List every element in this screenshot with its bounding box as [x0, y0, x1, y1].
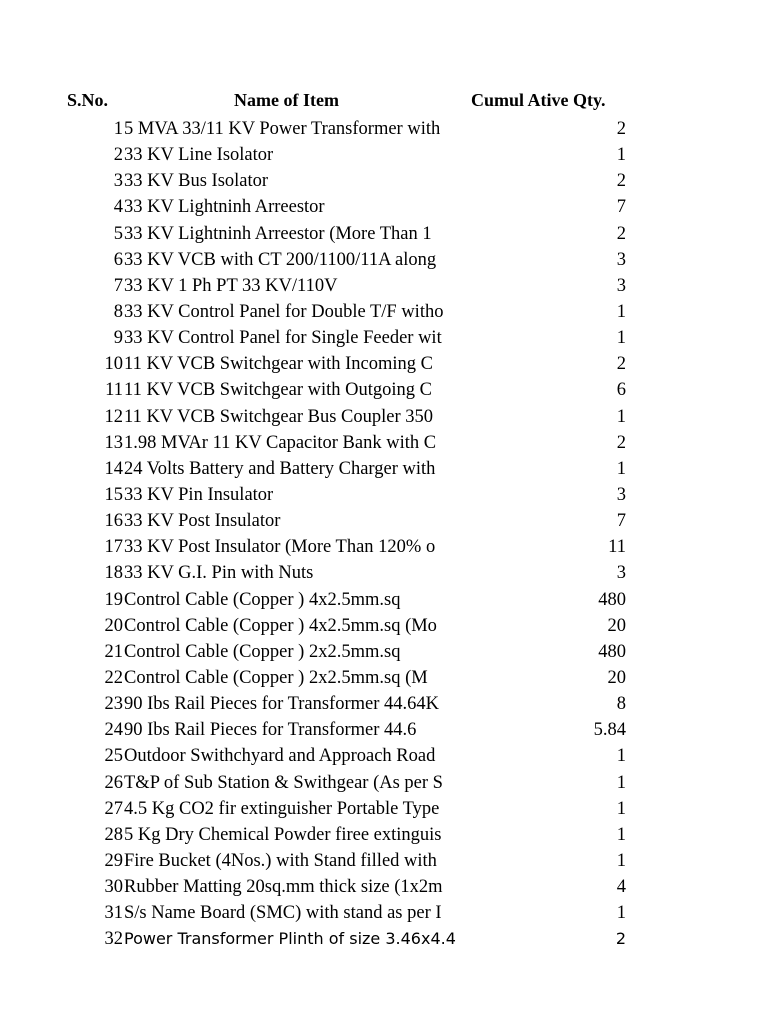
cell-cumulative-qty: 11	[608, 537, 626, 558]
cell-sno: 20	[104, 615, 123, 636]
cell-sno: 12	[104, 406, 123, 427]
cell-cumulative-qty: 3	[616, 249, 626, 270]
cell-sno: 5	[113, 223, 123, 244]
table-row	[0, 142, 768, 168]
cell-sno: 23	[104, 694, 123, 715]
cell-cumulative-qty: 20	[607, 667, 626, 688]
table-row	[0, 221, 768, 247]
table-row	[0, 796, 768, 822]
cell-cumulative-qty: 1	[616, 301, 626, 322]
table-row	[0, 587, 768, 613]
cell-cumulative-qty: 1	[616, 772, 626, 793]
cell-item-name: 11 KV VCB Switchgear Bus Coupler 350	[124, 406, 434, 427]
table-row	[0, 508, 768, 534]
cell-sno: 17	[104, 537, 123, 558]
cell-item-name: 33 KV G.I. Pin with Nuts	[124, 563, 314, 584]
table-row	[0, 717, 768, 743]
cell-item-name: 33 KV Pin Insulator	[124, 484, 274, 505]
cell-item-name: T&P of Sub Station & Swithgear (As per S	[124, 772, 443, 793]
cell-item-name: 33 KV VCB with CT 200/1100/11A along	[124, 249, 437, 270]
cell-cumulative-qty: 5.84	[593, 720, 626, 741]
cell-cumulative-qty: 1	[616, 406, 626, 427]
cell-cumulative-qty: 3	[616, 275, 626, 296]
cell-item-name: 33 KV Post Insulator	[124, 511, 281, 532]
cell-item-name: Rubber Matting 20sq.mm thick size (1x2m	[124, 877, 443, 898]
table-row	[0, 639, 768, 665]
cell-item-name: 90 Ibs Rail Pieces for Transformer 44.64K	[124, 694, 439, 715]
cell-sno: 31	[104, 903, 123, 924]
cell-sno: 2	[113, 145, 123, 166]
cell-cumulative-qty: 1	[616, 458, 626, 479]
table-row	[0, 404, 768, 430]
cell-cumulative-qty: 6	[616, 380, 626, 401]
cell-item-name: 24 Volts Battery and Battery Charger with	[124, 458, 436, 479]
cell-cumulative-qty: 3	[616, 563, 626, 584]
cell-sno: 7	[113, 275, 123, 296]
cell-cumulative-qty: 2	[616, 119, 626, 139]
cell-sno: 9	[113, 328, 123, 349]
header-sno: S.No.	[67, 90, 109, 110]
cell-sno: 8	[113, 301, 123, 322]
table-row	[0, 325, 768, 351]
cell-sno: 18	[104, 563, 123, 584]
cell-item-name: 5 Kg Dry Chemical Powder firee extinguis	[124, 824, 442, 845]
table-row	[0, 613, 768, 639]
cell-item-name: 33 KV Bus Isolator	[124, 171, 269, 192]
header-cumulative-qty: Cumul Ative Qty.	[471, 90, 606, 110]
cell-item-name: Fire Bucket (4Nos.) with Stand filled with	[124, 850, 437, 871]
cell-sno: 26	[104, 772, 123, 793]
cell-sno: 13	[104, 432, 123, 453]
cell-item-name: 33 KV Lightninh Arreestor	[124, 197, 325, 218]
cell-sno: 6	[113, 249, 123, 270]
table-row	[0, 194, 768, 220]
cell-sno: 21	[104, 641, 123, 662]
cell-cumulative-qty: 2	[615, 929, 626, 949]
table-row	[0, 273, 768, 299]
cell-cumulative-qty: 1	[616, 850, 626, 871]
cell-cumulative-qty: 2	[616, 432, 626, 453]
cell-cumulative-qty: 3	[616, 484, 626, 505]
cell-item-name: 33 KV Control Panel for Double T/F witho	[124, 301, 444, 322]
table-row	[0, 848, 768, 874]
cell-sno: 4	[113, 197, 123, 218]
cell-sno: 28	[104, 824, 123, 845]
cell-item-name: 4.5 Kg CO2 fir extinguisher Portable Type	[124, 798, 440, 819]
cell-sno: 1	[113, 119, 123, 139]
cell-item-name: 90 Ibs Rail Pieces for Transformer 44.6	[124, 720, 417, 741]
table-body	[0, 116, 768, 953]
cell-item-name: Control Cable (Copper ) 4x2.5mm.sq (Mo	[124, 615, 437, 636]
cell-sno: 29	[104, 850, 123, 871]
cell-sno: 24	[104, 720, 123, 741]
cell-cumulative-qty: 2	[616, 354, 626, 375]
table-row	[0, 534, 768, 560]
cell-item-name: Control Cable (Copper ) 4x2.5mm.sq	[124, 589, 401, 610]
table-row	[0, 299, 768, 325]
cell-sno: 3	[113, 171, 123, 192]
cell-cumulative-qty: 4	[616, 877, 626, 898]
cell-item-name: 5 MVA 33/11 KV Power Transformer with	[124, 119, 441, 139]
cell-item-name: 33 KV Post Insulator (More Than 120% o	[124, 537, 436, 558]
cell-item-name: 33 KV 1 Ph PT 33 KV/110V	[124, 275, 338, 296]
cell-sno: 19	[104, 589, 123, 610]
cell-cumulative-qty: 1	[616, 824, 626, 845]
cell-cumulative-qty: 2	[616, 223, 626, 244]
cell-cumulative-qty: 8	[616, 694, 626, 715]
table-row	[0, 116, 768, 142]
cell-sno: 32	[104, 929, 123, 950]
cell-sno: 30	[104, 877, 123, 898]
table-row	[0, 822, 768, 848]
table-row	[0, 168, 768, 194]
cell-item-name: Control Cable (Copper ) 2x2.5mm.sq (M	[124, 667, 428, 688]
table-row	[0, 770, 768, 796]
table-row	[0, 691, 768, 717]
cell-sno: 15	[104, 484, 123, 505]
table-row	[0, 926, 768, 952]
cell-item-name: S/s Name Board (SMC) with stand as per I	[124, 903, 442, 924]
cell-item-name: 33 KV Line Isolator	[124, 145, 274, 166]
cell-cumulative-qty: 480	[598, 589, 626, 610]
cell-item-name: Outdoor Swithchyard and Approach Road	[124, 746, 436, 767]
cell-item-name: 11 KV VCB Switchgear with Outgoing C	[124, 380, 432, 401]
cell-item-name: Control Cable (Copper ) 2x2.5mm.sq	[124, 641, 401, 662]
cell-item-name: 33 KV Lightninh Arreestor (More Than 1	[124, 223, 432, 244]
table-row	[0, 351, 768, 377]
cell-item-name: 11 KV VCB Switchgear with Incoming C	[124, 354, 434, 375]
cell-cumulative-qty: 20	[607, 615, 626, 636]
cell-sno: 25	[104, 746, 123, 767]
cell-item-name: 1.98 MVAr 11 KV Capacitor Bank with C	[124, 432, 437, 453]
cell-cumulative-qty: 2	[616, 171, 626, 192]
cell-cumulative-qty: 1	[616, 145, 626, 166]
cell-cumulative-qty: 480	[598, 641, 626, 662]
cell-cumulative-qty: 1	[616, 746, 626, 767]
table-row	[0, 377, 768, 403]
table-row	[0, 560, 768, 586]
table-row	[0, 900, 768, 926]
cell-item-name: Power Transformer Plinth of size 3.46x4.4	[124, 929, 456, 949]
cell-sno: 11	[105, 380, 123, 401]
cell-cumulative-qty: 7	[616, 511, 626, 532]
table-header	[0, 90, 768, 114]
cell-sno: 22	[104, 667, 123, 688]
cell-sno: 16	[104, 511, 123, 532]
table-row	[0, 874, 768, 900]
table-row	[0, 743, 768, 769]
header-name-of-item: Name of Item	[234, 90, 339, 110]
cell-cumulative-qty: 7	[616, 197, 626, 218]
cell-cumulative-qty: 1	[616, 903, 626, 924]
cell-item-name: 33 KV Control Panel for Single Feeder wit	[124, 328, 442, 349]
cell-cumulative-qty: 1	[616, 328, 626, 349]
cell-sno: 10	[104, 354, 123, 375]
table-row	[0, 482, 768, 508]
table-row	[0, 665, 768, 691]
cell-cumulative-qty: 1	[616, 798, 626, 819]
table-row	[0, 456, 768, 482]
cell-sno: 14	[104, 458, 123, 479]
table-row	[0, 247, 768, 273]
cell-sno: 27	[104, 798, 123, 819]
table-row	[0, 430, 768, 456]
